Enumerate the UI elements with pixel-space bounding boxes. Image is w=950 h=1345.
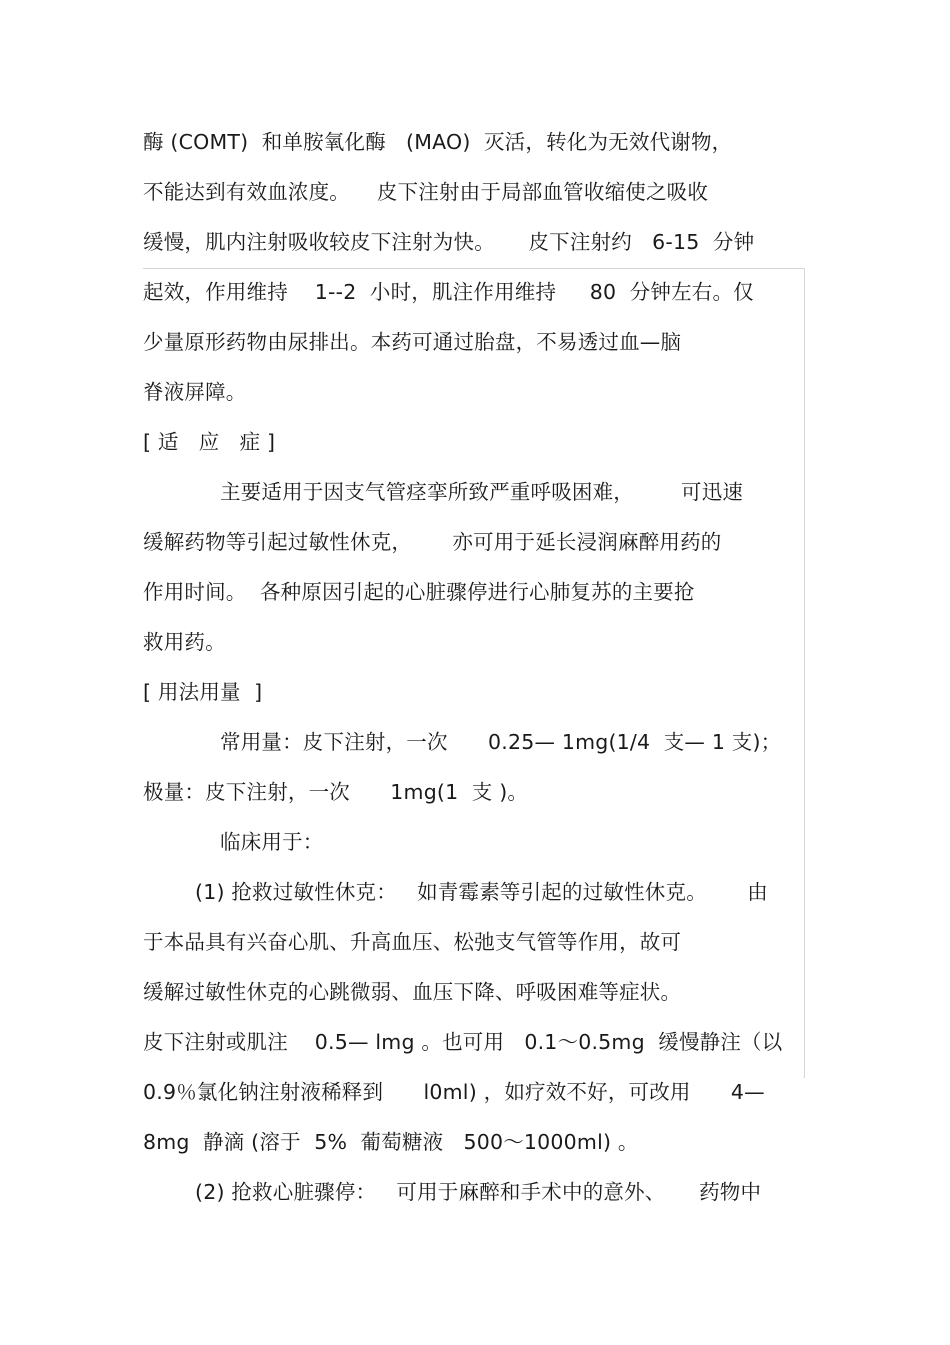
text-line: 常用量：皮下注射，一次 0.25— 1mg(1/4 支— 1 支)； <box>220 730 782 754</box>
text-line: 缓解药物等引起过敏性休克， 亦可用于延长浸润麻醉用药的 <box>143 530 722 554</box>
text-line: (2) 抢救心脏骤停： 可用于麻醉和手术中的意外、 药物中 <box>195 1180 762 1204</box>
text-line: 8mg 静滴 (溶于 5% 葡萄糖液 500～1000ml) 。 <box>143 1130 639 1154</box>
text-line: 不能达到有效血浓度。 皮下注射由于局部血管收缩使之吸收 <box>143 180 709 204</box>
text-line: 主要适用于因支气管痉挛所致严重呼吸困难， 可迅速 <box>220 480 744 504</box>
text-line: 于本品具有兴奋心肌、升高血压、松弛支气管等作用，故可 <box>143 930 682 954</box>
text-line: 救用药。 <box>143 630 226 654</box>
text-line: 缓慢，肌内注射吸收较皮下注射为快。 皮下注射约 6-15 分钟 <box>143 230 755 254</box>
section-heading-dosage: [ 用法用量 ] <box>143 680 263 704</box>
text-line: 脊液屏障。 <box>143 380 247 404</box>
text-line: 0.9％氯化钠注射液稀释到 l0ml) ，如疗效不好，可改用 4— <box>143 1080 765 1104</box>
text-line: 临床用于： <box>220 830 324 854</box>
text-line: 极量：皮下注射，一次 1mg(1 支 )。 <box>143 780 529 804</box>
text-line: 酶 (COMT) 和单胺氧化酶 (MAO) 灭活，转化为无效代谢物， <box>143 130 733 154</box>
frame-top-border <box>143 268 805 269</box>
frame-right-border <box>804 268 805 1078</box>
section-heading-indications: [ 适 应 症 ] <box>143 430 276 454</box>
text-line: 少量原形药物由尿排出。本药可通过胎盘，不易透过血—脑 <box>143 330 682 354</box>
text-line: (1) 抢救过敏性休克： 如青霉素等引起的过敏性休克。 由 <box>195 880 768 904</box>
text-line: 皮下注射或肌注 0.5— lmg 。也可用 0.1～0.5mg 缓慢静注（以 <box>143 1030 783 1054</box>
text-line: 作用时间。 各种原因引起的心脏骤停进行心肺复苏的主要抢 <box>143 580 695 604</box>
text-line: 缓解过敏性休克的心跳微弱、血压下降、呼吸困难等症状。 <box>143 980 682 1004</box>
text-line: 起效，作用维持 1--2 小时，肌注作用维持 80 分钟左右。仅 <box>143 280 754 304</box>
